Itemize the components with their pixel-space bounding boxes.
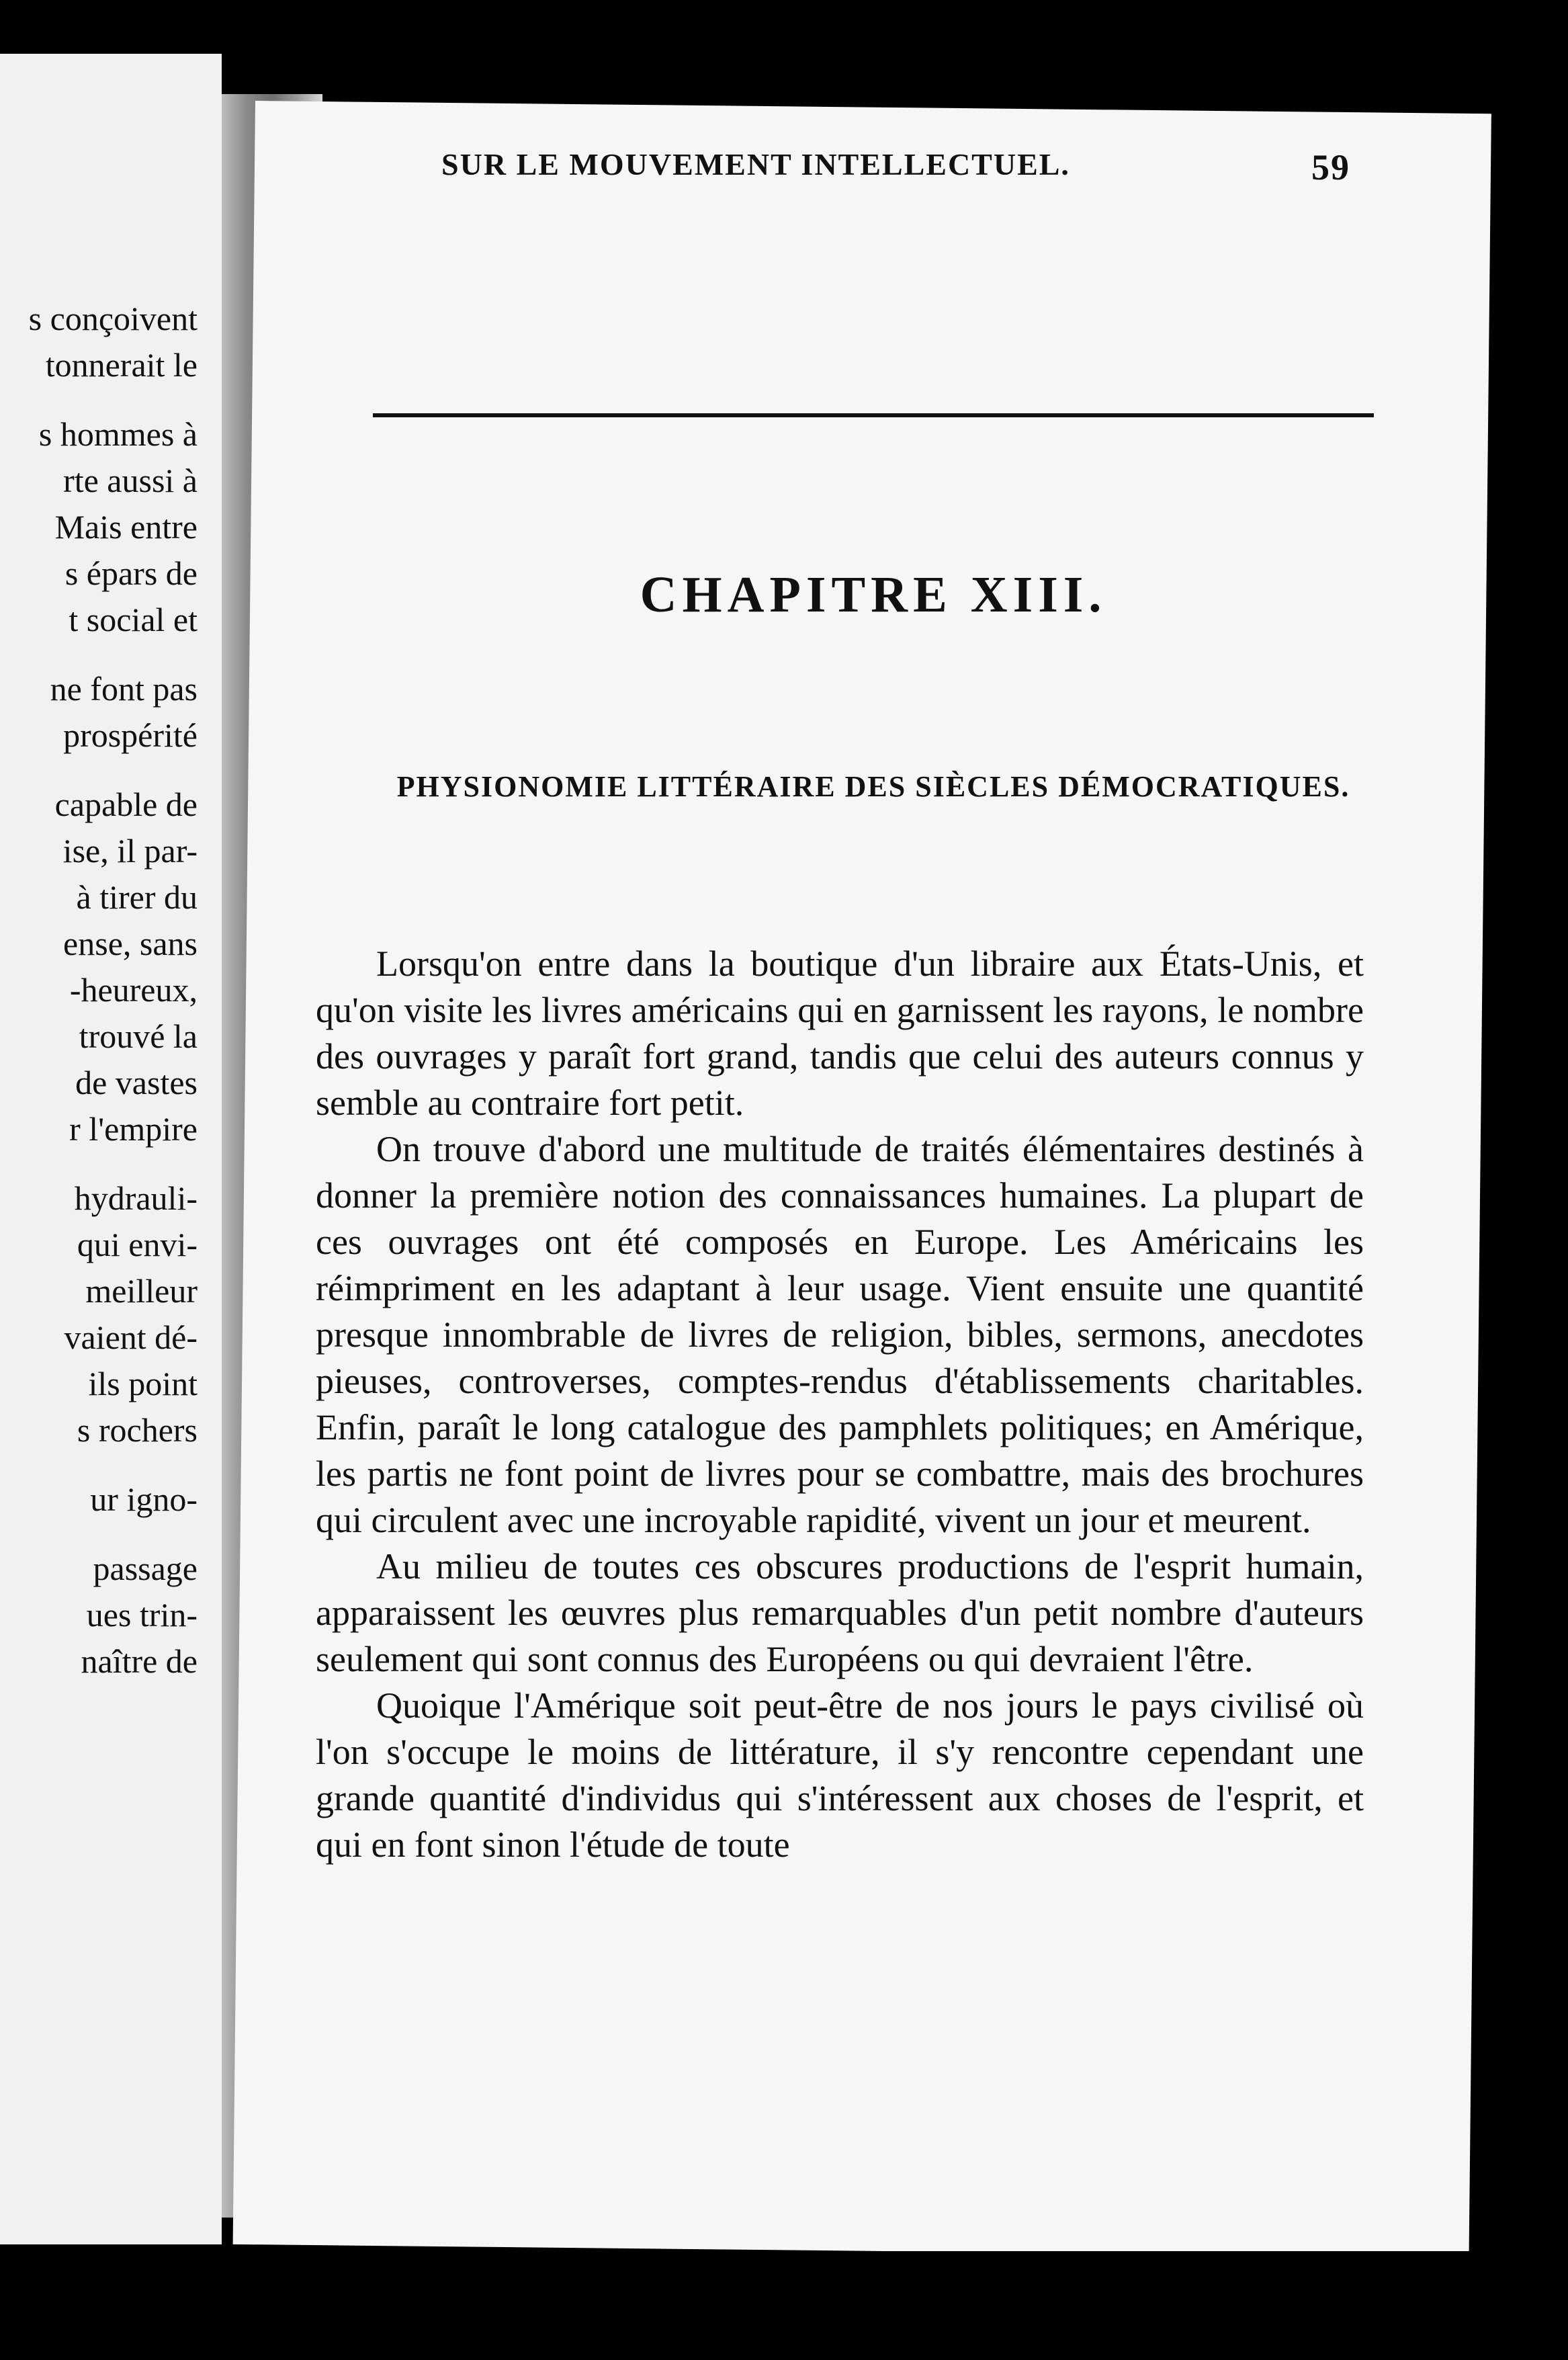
scan-bottom-border — [0, 2251, 1568, 2360]
chapter-subtitle: PHYSIONOMIE LITTÉRAIRE DES SIÈCLES DÉMOCRATIQUES. — [396, 770, 1350, 803]
line-gap — [29, 1453, 198, 1476]
left-page-line: ues trin- — [86, 1596, 198, 1634]
left-page-line: trouvé la — [79, 1017, 198, 1055]
line-gap — [29, 759, 198, 782]
left-page-line: capable de — [54, 786, 198, 823]
paragraph: Au milieu de toutes ces obscures productions de l'esprit humain, apparaissent les œuvres plus remarquables d'un petit nombre d'auteurs seulement qui sont connus des Européens ou qui devraient l'être. — [316, 1546, 1364, 1679]
left-page-line: ils point — [88, 1365, 198, 1402]
header-rule — [373, 413, 1374, 417]
left-page-line: hydrauli- — [74, 1179, 198, 1217]
left-page-line: s conçoivent — [28, 300, 198, 337]
left-page-line: meilleur — [85, 1272, 198, 1310]
running-head-title: SUR LE MOUVEMENT INTELLECTUEL. — [441, 147, 1070, 181]
left-page-line: Mais entre — [54, 508, 198, 546]
left-page-line: t social et — [69, 601, 198, 638]
left-facing-page — [0, 54, 222, 2244]
left-page-line: r l'empire — [69, 1110, 198, 1148]
left-page-line: s rochers — [77, 1411, 198, 1449]
left-page-line: prospérité — [63, 716, 198, 754]
line-gap — [29, 388, 198, 411]
left-page-line: qui envi- — [77, 1226, 198, 1263]
line-gap — [29, 1523, 198, 1546]
left-page-line: s hommes à — [38, 415, 198, 453]
left-page-line: naître de — [81, 1642, 198, 1680]
left-page-line: ise, il par- — [62, 832, 198, 870]
left-page-line: ense, sans — [63, 925, 198, 962]
left-page-line: à tirer du — [76, 878, 198, 916]
page-number: 59 — [1311, 147, 1350, 187]
paragraph: On trouve d'abord une multitude de traités élémentaires destinés à donner la première notion des connaissances humaines. La plupart de ces ouvrages ont été composés en Europe. Les Américains les réimpriment en les adaptant à leur usage. Vient ensuite une quantité presque innombrable de livres de religion, bibles, sermons, anecdotes pieuses, controverses, comptes-rendus d'établissements charitables. Enfin, paraît le long catalogue des pamphlets politiques; en Amérique, les partis ne font point de livres pour se combattre, mais des brochures qui circulent avec une incroyable rapidité, vivent un jour et meurent. — [316, 1129, 1364, 1540]
body-text — [316, 941, 1364, 1868]
left-page-line: -heureux, — [69, 971, 198, 1009]
left-page-line: ne font pas — [50, 670, 198, 708]
line-gap — [29, 643, 198, 666]
left-page-line: s épars de — [64, 554, 198, 592]
paragraph: Lorsqu'on entre dans la boutique d'un libraire aux États-Unis, et qu'on visite les livres américains qui en garnissent les rayons, le nombre des ouvrages y paraît fort grand, tandis que celui des auteurs connus y semble au contraire fort petit. — [316, 943, 1364, 1123]
left-page-line: passage — [93, 1550, 198, 1587]
chapter-title: CHAPITRE XIII. — [640, 566, 1107, 623]
left-page-line: de vastes — [75, 1064, 198, 1101]
line-gap — [29, 1152, 198, 1175]
left-page-text — [29, 296, 198, 1685]
left-page-line: ur igno- — [90, 1480, 198, 1518]
left-page-line: tonnerait le — [45, 346, 198, 384]
paragraph: Quoique l'Amérique soit peut-être de nos jours le pays civilisé où l'on s'occupe le moins de littérature, il s'y rencontre cependant une grande quantité d'individus qui s'intéressent aux choses de l'esprit, et qui en font sinon l'étude de toute — [316, 1685, 1364, 1865]
left-page-line: rte aussi à — [63, 462, 198, 499]
left-page-line: vaient dé- — [64, 1318, 198, 1356]
